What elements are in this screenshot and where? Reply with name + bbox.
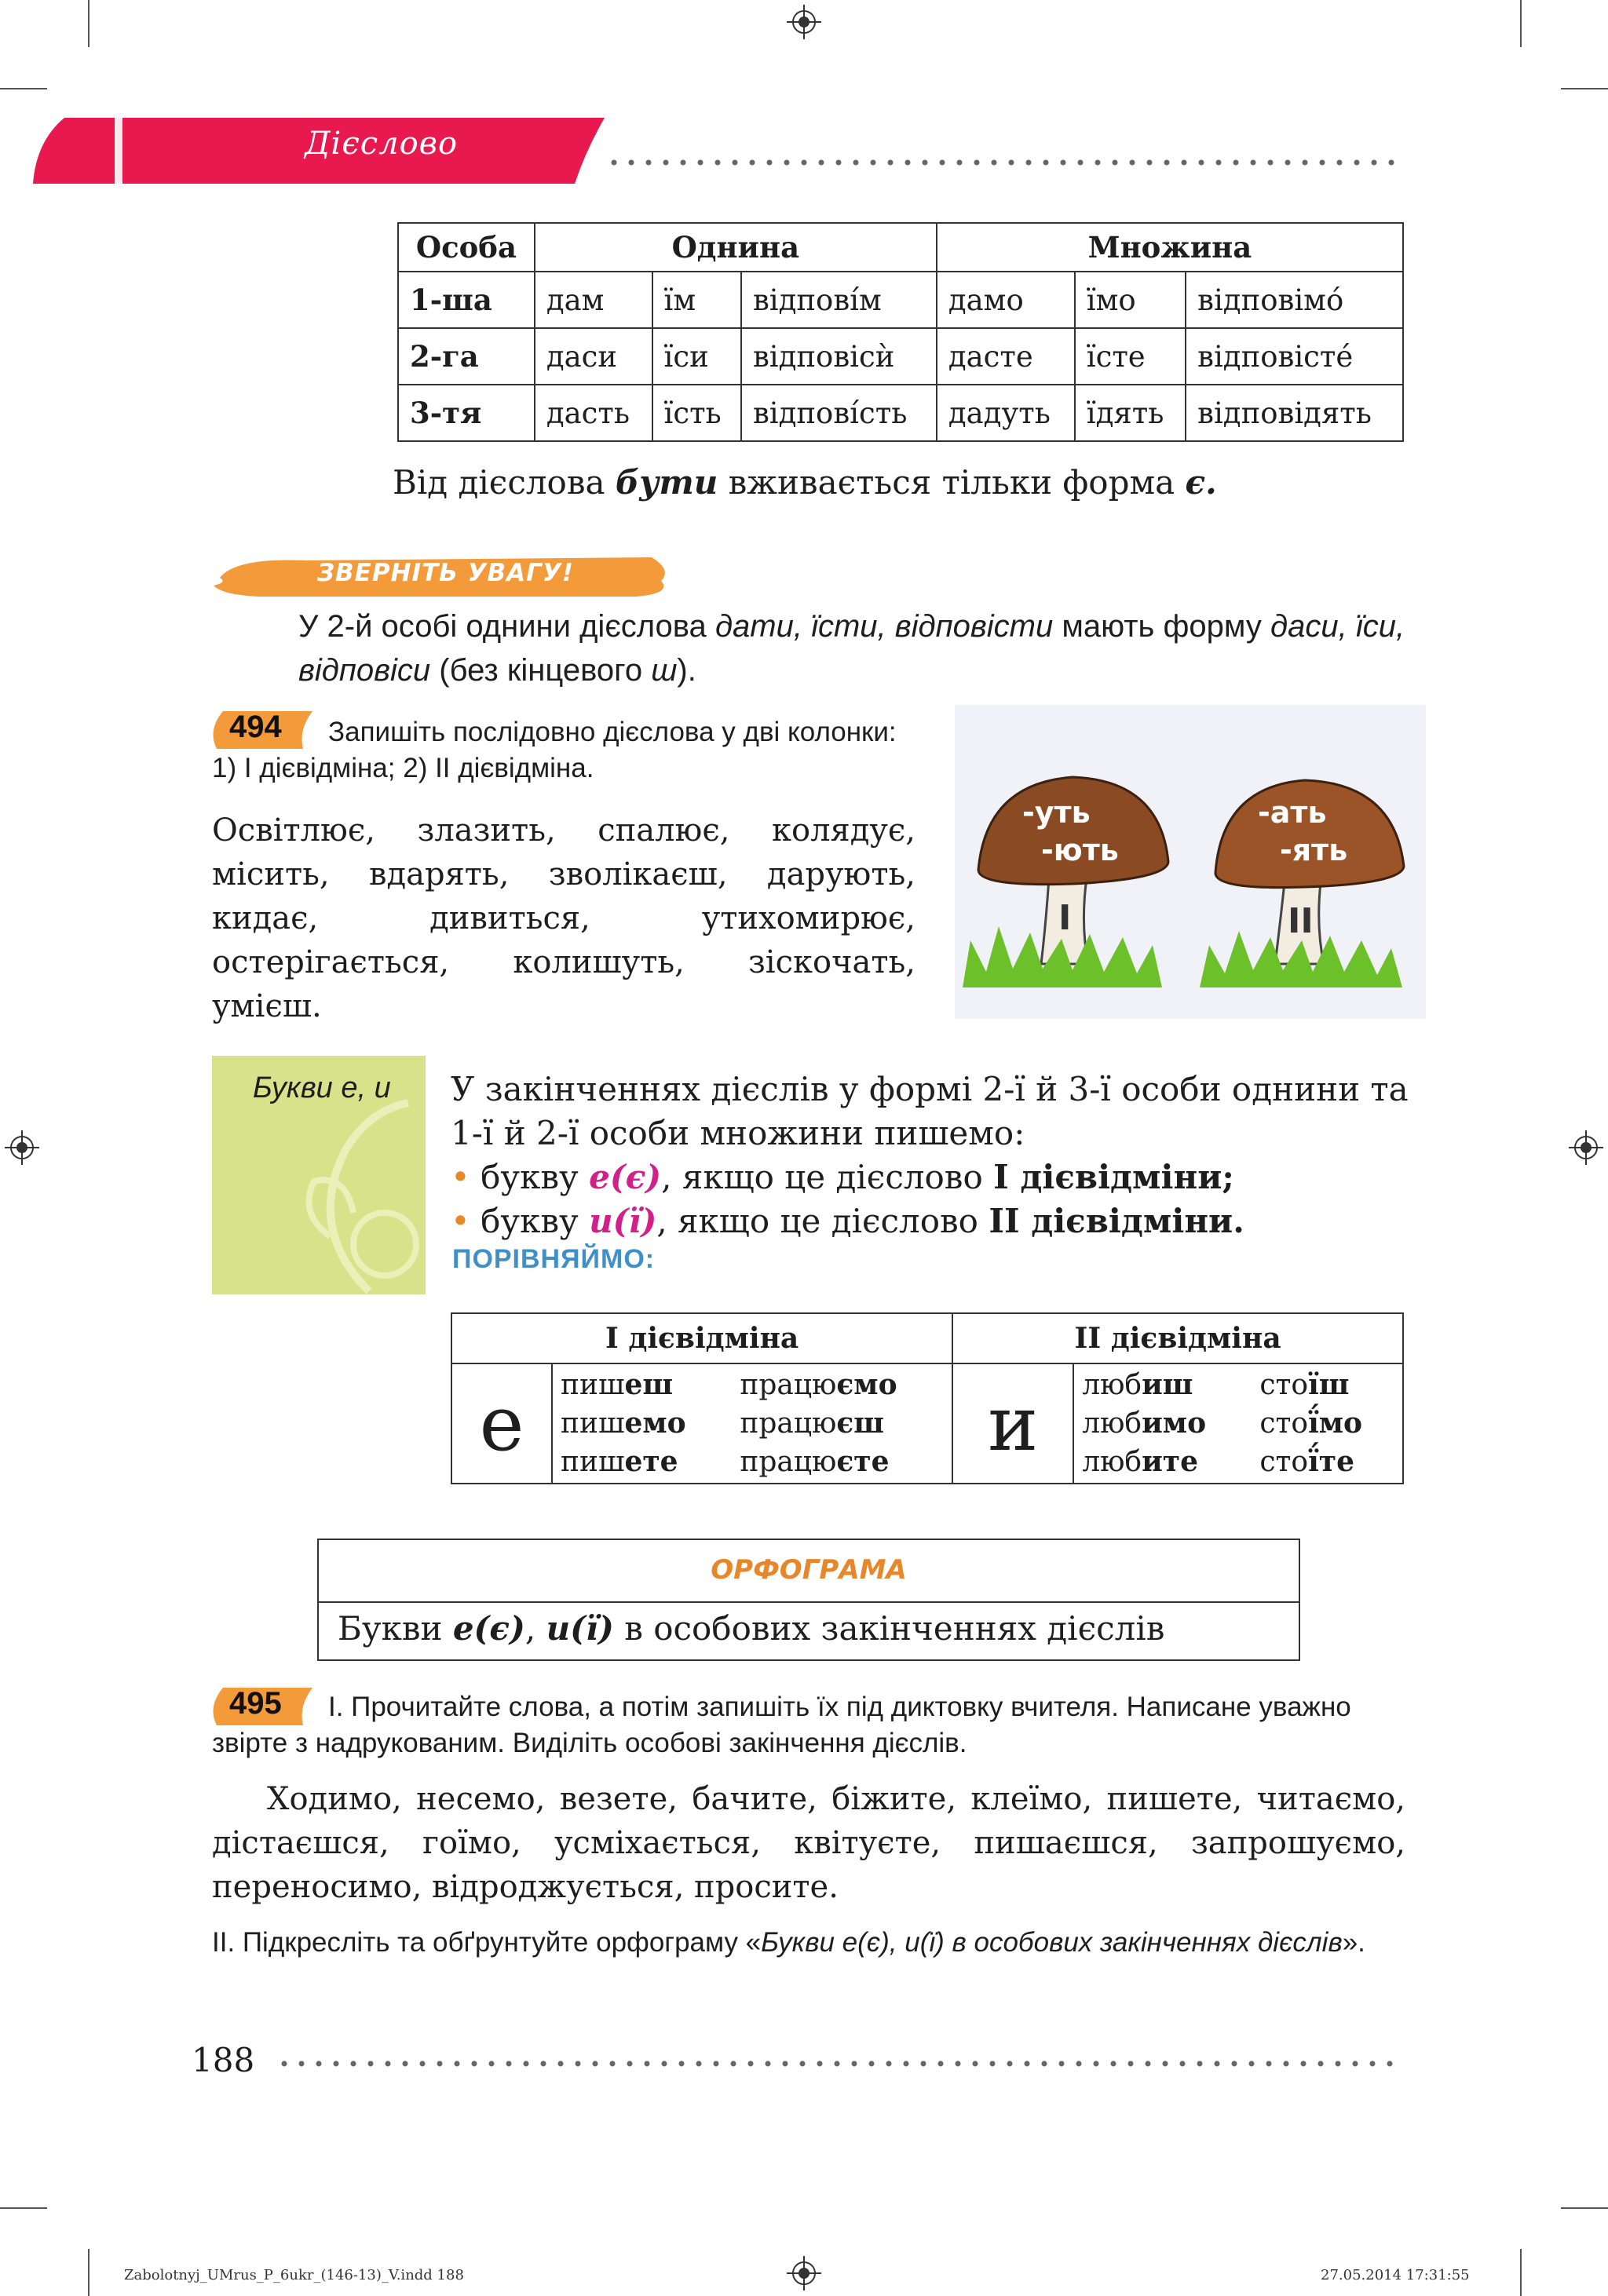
sentence-form: є. [1185,463,1217,502]
attention-text [298,604,1405,692]
mushroom-label: І [1058,898,1072,938]
table-cell: їсть [652,385,741,441]
word-column [732,1363,952,1484]
table-cell: дамо [937,272,1075,328]
word-stem: люб [1082,1407,1142,1440]
rule-part: ІІ дієвідміни. [989,1202,1244,1240]
section-title: Дієслово [305,126,459,162]
compare-letter: е [451,1363,552,1484]
word-ending: ї́мо [1308,1407,1363,1440]
exercise-number: 494 [229,710,282,744]
rule-intro: У закінченнях дієслів у формі 2-ї й 3-ї особи однини та 1-ї й 2-ї особи множини пишемо: [451,1070,1409,1152]
word-stem: працю [740,1407,837,1440]
table-cell: їмо [1075,272,1186,328]
word-stem: пиш [561,1369,625,1401]
word-ending: ємо [836,1368,897,1401]
rule-side-title: Букви е, и [253,1071,391,1104]
table-cell: їм [652,272,741,328]
page-number: 188 [192,2041,255,2079]
rule-bullet-item [451,1199,1416,1243]
compare-table [451,1312,1404,1484]
word-stem: працю [740,1369,837,1401]
exercise-task: Запишіть послідовно дієслова у дві колонки: 1) І дієвідміна; 2) ІІ дієвідміна. [212,717,897,783]
table-cell: дам [535,272,652,328]
table-cell: відповісѝ [741,328,937,385]
compare-heading: ПОРІВНЯЙМО: [452,1244,656,1274]
word-stem: люб [1082,1446,1142,1478]
table-cell: відповíм [741,272,937,328]
table-header: Особа [398,223,535,272]
attention-part: ). [677,653,696,688]
table-cell: їси [652,328,741,385]
orthogram-part: , [524,1609,536,1648]
attention-part: мають форму [1062,609,1262,644]
attention-verbs: дати, їсти, відповісти [714,609,1054,644]
crop-mark [88,2249,90,2296]
mushroom-label: ІІ [1288,901,1314,941]
table-cell: дасть [535,385,652,441]
orthogram-letter: е(є) [452,1609,525,1648]
orthogram-text [338,1609,1164,1648]
word-stem: сто [1259,1407,1309,1440]
table-cell: 2-га [398,328,535,385]
orthogram-box [317,1539,1300,1661]
task-part: Букви е(є), и(ї) в особових закінченнях дієслів [761,1927,1343,1958]
crop-mark [1520,2249,1522,2296]
word-ending: иш [1142,1368,1193,1401]
word-ending: єте [836,1445,890,1478]
word-stem: пиш [561,1407,625,1440]
word-ending: имо [1142,1407,1207,1440]
rule-part: букву [481,1158,579,1196]
sentence-text: Від дієслова [393,463,605,502]
word-stem: пиш [561,1446,625,1478]
table-row [398,385,1403,441]
exercise-number: 495 [229,1686,282,1721]
attention-forms: даси, їси, відповіси [298,609,1405,688]
crop-mark [0,88,47,89]
crop-mark [1520,0,1522,47]
orthogram-title: ОРФОГРАМА [711,1554,907,1586]
table-cell: відповíсть [741,385,937,441]
table-cell: відповістé [1186,328,1403,385]
table-cell: дасте [937,328,1075,385]
rule-bullet-item [451,1155,1416,1199]
rule-letter: и(ї) [589,1202,657,1240]
word-column [1252,1363,1403,1484]
orthogram-letter: и(ї) [546,1609,614,1648]
table-header: Однина [535,223,937,272]
attention-title: ЗВЕРНІТЬ УВАГУ! [317,559,574,587]
registration-mark-icon [5,1130,39,1165]
table-cell: відповідять [1186,385,1403,441]
sentence-text: вживається тільки форма [728,463,1175,502]
print-slug: Zabolotnyj_UMrus_P_6ukr_(146-13)_V.indd 188 [124,2267,464,2283]
attention-letter: ш [651,653,678,688]
rule-part: , якщо це дієслово [656,1202,978,1240]
table-row [398,328,1403,385]
table-cell: відповімó [1186,272,1403,328]
table-cell: їдять [1075,385,1186,441]
table-row [398,272,1403,328]
registration-mark-icon [787,2256,821,2291]
crop-mark [0,2207,47,2209]
attention-part: У 2-й особі однини дієслова [298,609,707,644]
table-cell: 3-тя [398,385,535,441]
byty-sentence [393,463,1217,502]
mushrooms-illustration [955,705,1426,1019]
rule-text [451,1068,1416,1243]
table-header: Множина [937,223,1403,272]
exercise-task: І. Прочитайте слова, а потім запишіть їх під диктовку вчителя. Написане уважно звірте з надрукованим. Виділіть особові закінчення дієслів. [212,1692,1351,1758]
word-stem: сто [1259,1446,1309,1478]
word-stem: люб [1082,1369,1142,1401]
dotted-rule [280,2058,1404,2069]
table-cell: даси [535,328,652,385]
crop-mark [88,0,90,47]
orthogram-header [319,1540,1299,1603]
rule-letter: е(є) [589,1158,662,1196]
print-timestamp: 27.05.2014 17:31:55 [1321,2267,1470,2283]
exercise-words: Освітлює, злазить, спалює, колядує, місить, вдарять, зволікаєш, дарують, кидає, дивиться, утихомирює, остерігається, колишуть, зіскочать, умієш. [212,812,915,1024]
exercise-words: Ходимо, несемо, везете, бачите, біжите, клеїмо, пишете, читаємо, дістаєшся, гоїмо, усміхається, квітуєте, пишаєшся, запрошуємо, переносимо, відроджується, просите. [212,1781,1405,1905]
compare-letter: и [952,1363,1073,1484]
table-cell: їсте [1075,328,1186,385]
crop-mark [1561,2207,1608,2209]
word-column [552,1363,732,1484]
word-ending: ете [624,1445,678,1478]
mushroom-ending: -ють [1041,833,1119,867]
bullet-icon: • [451,1202,470,1240]
table-header: ІІ дієвідміна [952,1313,1403,1363]
table-header: І дієвідміна [451,1313,952,1363]
table-row [451,1363,1403,1484]
word-ending: еш [624,1368,674,1401]
word-ending: єш [836,1407,884,1440]
word-column [1073,1363,1252,1484]
registration-mark-icon [1569,1130,1603,1165]
exercise-task-2 [212,1925,1405,1961]
task-part: ». [1342,1927,1365,1958]
sentence-word: бути [615,463,718,502]
conjugation-table [397,222,1404,442]
orthogram-part: Букви [338,1609,443,1648]
word-stem: сто [1259,1369,1309,1401]
orthogram-part: в особових закінченнях дієслів [624,1609,1165,1648]
word-ending: емо [624,1407,686,1440]
registration-mark-icon [787,5,821,39]
crop-mark [1561,88,1608,89]
mushroom-ending: -уть [1022,795,1091,830]
dotted-rule [609,157,1404,168]
word-ending: ї́те [1308,1445,1354,1478]
rule-part: букву [481,1202,579,1240]
mushroom-ending: -ать [1258,795,1327,830]
word-ending: ите [1142,1445,1199,1478]
table-cell: 1-ша [398,272,535,328]
word-ending: їш [1308,1368,1350,1401]
task-part: ІІ. Підкресліть та обґрунтуйте орфограму « [212,1927,762,1958]
bullet-icon: • [451,1158,470,1196]
table-cell: дадуть [937,385,1075,441]
rule-part: І дієвідміни; [993,1158,1234,1196]
rule-part: , якщо це дієслово [661,1158,983,1196]
attention-part: (без кінцевого [439,653,643,688]
word-stem: працю [740,1446,837,1478]
mushroom-ending: -ять [1280,833,1348,867]
